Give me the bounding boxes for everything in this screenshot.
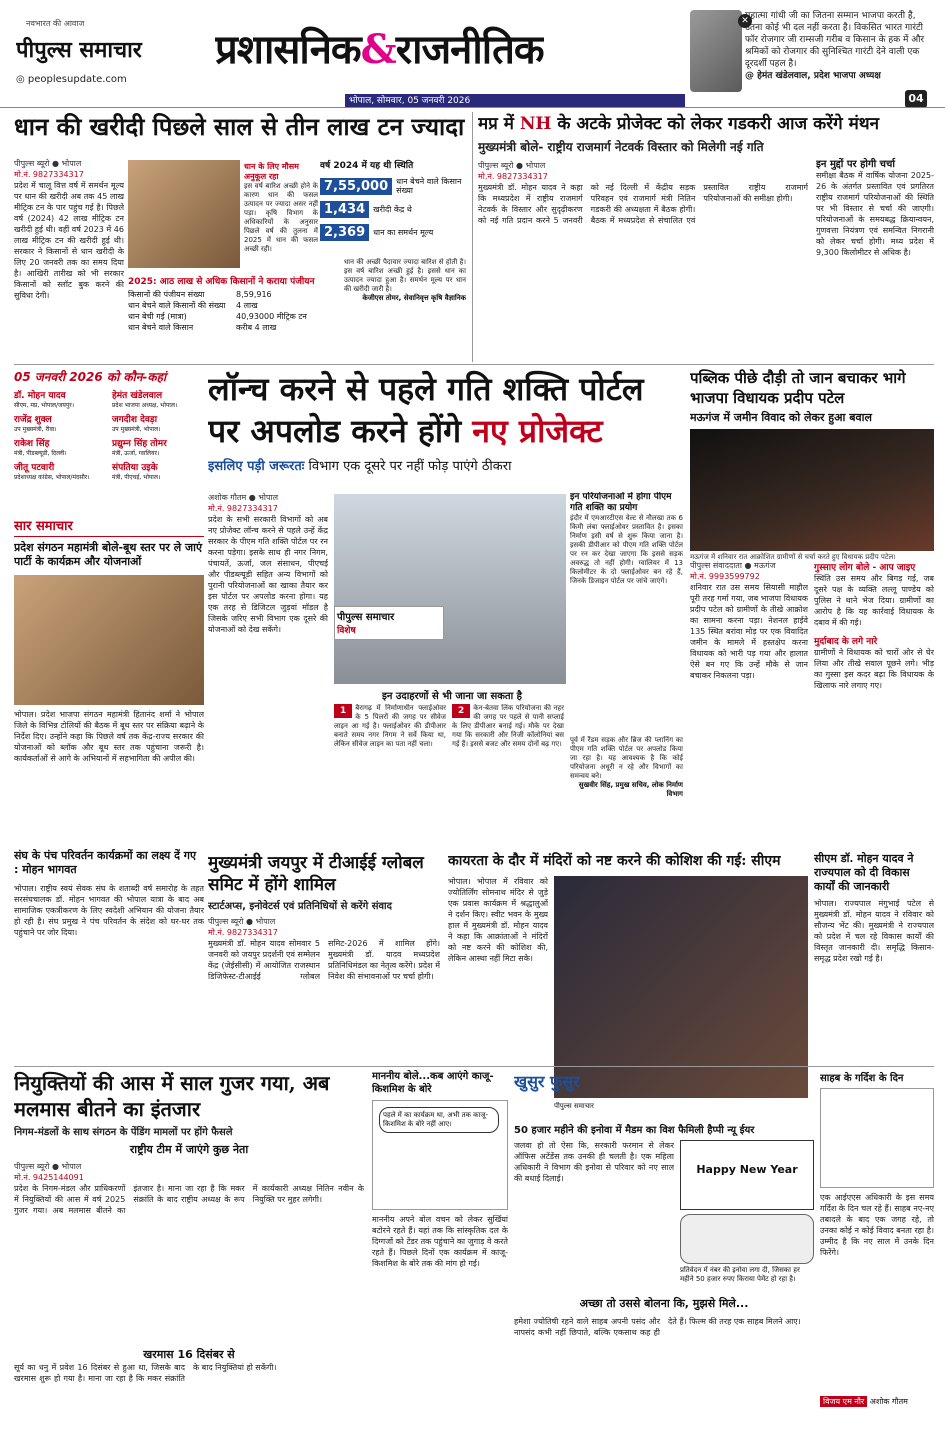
- schedule-item: जीतू पटवारी प्रदेशाध्यक्ष कांग्रेस, भोपाल/मंदसौर।: [14, 463, 90, 481]
- flyover-photo: [334, 494, 566, 684]
- saar-body-2: भोपाल। राष्ट्रीय स्वयं सेवक संघ के शताब्दी वर्ष समारोह के तहत सरसंघचालक डॉ. मोहन भागवत की भोपाल यात्रा के बाद अब सामाजिक एकत्रीकरण के लिए स्वदेशी अभियान की योजना तैयार हो रही है। संघ प्रमुख ने पंच परिवर्तन के संदेश को घर-घर तक पहुंचाने पर जोर दिया।: [14, 884, 204, 937]
- saar-body: भोपाल। प्रदेश भाजपा संगठन महामंत्री हितानंद शर्मा ने भोपाल जिले के विभिन्न टोलियों की बैठक में बूथ स्तर पर संक्रिया बढ़ाने के निर्देश दिए। उन्होंने कहा कि पिछले वर्ष तक केंद्र-राज्य सरकार की योजनाओं को ब्लॉक और बूथ स्तर तक पहुंचाना जरूरी है। कार्यकर्ताओं से आगे के अभियानों में सहभागिता की अपील की।: [14, 710, 204, 763]
- close-icon[interactable]: ✕: [738, 14, 752, 28]
- weather-title: धान के लिए मौसम अनुकूल रहा: [244, 162, 299, 181]
- photo-credit: पीपुल्स समाचार: [554, 1102, 594, 1110]
- mobile-number: मो.नं. 9827334317: [208, 928, 278, 937]
- expert-name: केजीएस तोमर, सेवानिवृत्त कृषि वैज्ञानिक: [362, 294, 466, 302]
- vidhayak-body: शनिवार रात उस समय सियासी माहौल पूरी तरह गर्मा गया, जब भाजपा विधायक प्रदीप पटेल को ग्रामीणों के तीखे आक्रोश का सामना करना पड़ा। नेशनल हाईवे 135 स्थित बरांवा मोड़ पर एक विवादित जमीन के मामले में हस्तक्षेप करना विधायक को भारी पड़ गया और हालात ऐसे बन गए कि उन्हें मौके से जान बचाकर निकलना पड़ा।: [690, 583, 808, 680]
- side-title: गुस्साए लोग बोले - आप जाइए: [814, 563, 916, 573]
- logo-name: पीपुल्स समाचार: [16, 37, 142, 63]
- paddy-photo: [128, 160, 240, 268]
- schedule-item: डॉ. मोहन यादव सीएम, मप्र, भोपाल/जयपुर।: [14, 391, 75, 409]
- mobile-number: मो.नं. 9425144091: [14, 1173, 84, 1182]
- jaipur-body: मुख्यमंत्री डॉ. मोहन यादव सोमवार 5 जनवरी को जयपुर प्रदर्शनी एवं सम्मेलन केंद्र (जेईसीसी) में आयोजित राजस्थान डिजिफेस्ट-टीआईई ग्लोबल समिट-2026 में शामिल होंगे। मुख्यमंत्री डॉ. यादव मध्यप्रदेश प्रतिनिधिमंडल का नेतृत्व करेंगे। प्रदेश में निवेश की संभावनाओं पर चर्चा होगी।: [208, 939, 440, 981]
- vidhayak-photo: [690, 429, 934, 551]
- khusur-body-2: हमेशा ज्योतिषी रहने वाले साहब अपनी पसंद और नापसंद कभी नहीं छिपाते, बल्कि एकसाथ कह ही देते हैं। फिल्म की तरह एक साहब मिलने आए।: [514, 1317, 801, 1337]
- official-quote: पूर्व में रैंडम सड़क और ब्रिज की प्लानिंग का पीएम गति शक्ति पोर्टल पर अपलोड किया जा रहा है। यह आवश्यक है कि कोई परियोजना अधूरी न रहे और विभागों का समन्वय बने।: [570, 736, 683, 780]
- sahab-column: [820, 1070, 934, 1430]
- saar-section: [14, 516, 204, 966]
- example-number: 2: [452, 704, 470, 718]
- photo-caption: मऊगंज में शनिवार रात आक्रोशित ग्रामीणों से चर्चा करते हुए विधायक प्रदीप पटेल।: [690, 553, 896, 561]
- stat-value: 7,55,000: [320, 178, 392, 195]
- stat-row: [320, 201, 466, 218]
- byline: पीपुल्स संवाददाता ● मऊगंज: [690, 561, 776, 570]
- cartoon-body: माननीय अपने बोल वचन को लेकर सुर्खियां बटोरने रहते हैं। यहां तक कि सांस्कृतिक दल के दिग्गजों को टेंडर तक पहुंचाने का जुगाड़ वे करते रहते हैं। पिछले दिनों एक कार्यक्रम में काजू-किशमिश के बोरे तक की मांग हो गई।: [372, 1215, 508, 1268]
- byline: पीपुल्स ब्यूरो ● भोपाल: [14, 159, 82, 168]
- niyukti-deck: राष्ट्रीय टीम में जाएंगे कुछ नेता: [129, 1143, 249, 1156]
- niyukti-subhead: निगम-मंडलों के साथ संगठन के पेंडिंग मामलों पर होंगे फैसले: [14, 1127, 233, 1138]
- dateline: भोपाल, सोमवार, 05 जनवरी 2026: [345, 94, 685, 108]
- divider: [14, 1066, 934, 1067]
- gati-body: प्रदेश के सभी सरकारी विभागों को अब नए प्रोजेक्ट लॉन्च करने से पहले उन्हें केंद्र सरकार के पीएम गति शक्ति पोर्टल पर रन करना पड़ेगा। इसके साथ ही नगर निगम, पंचायतें, ऊर्जा, जल संसाधन, पीएचई और पीडब्ल्यूडी सहित अन्य विभागों को पुरानी परियोजनाओं का खाका तैयार कर इस पोर्टल पर अपलोड करना होगा। यह एक तरह से डिजिटल जुड़वां मॉडल है जिसके जरिए सभी विभाग एक दूसरे की योजनाओं को देख सकेंगे।: [208, 515, 328, 634]
- nh-subhead: मुख्यमंत्री बोले- राष्ट्रीय राजमार्ग नेटवर्क विस्तार को मिलेगी नई गति: [478, 140, 764, 154]
- side-body-2: ग्रामीणों ने विधायक को चारों ओर से घेर लिया और तीखे सवाल पूछने लगे। भीड़ का गुस्सा इस कदर बढ़ा कि विधायक के खिलाफ नारे लगाए गए।: [814, 648, 934, 690]
- byline: पीपुल्स ब्यूरो ● भोपाल: [208, 917, 276, 926]
- special-badge: पीपुल्स समाचार विशेष: [334, 606, 444, 640]
- globe-icon: ◎: [16, 74, 28, 85]
- vidhayak-headline: पब्लिक पीछे दौड़ी तो जान बचाकर भागे भाजपा विधायक प्रदीप पटेल: [690, 369, 906, 407]
- niyukti-body: प्रदेश के निगम-मंडल और प्राधिकरणों में नियुक्तियों की आस में वर्ष 2025 गुजर गया। अब मलमास बीतने का इंतजार है। माना जा रहा है कि मकर संक्रांति के बाद राष्ट्रीय अध्यक्ष के रूप में कार्यकारी अध्यक्ष नितिन नवीन के नियुक्ति पर मुहर लगेगी।: [14, 1184, 364, 1215]
- speech-bubble: पहले में का कार्यक्रम था, अभी तक काजू-किशमिश के बोरे नहीं आए।: [379, 1107, 499, 1133]
- kharmas-title: खरमास 16 दिसंबर से: [143, 1348, 235, 1361]
- mobile-number: मो.नं. 9827334317: [478, 172, 548, 181]
- schedule-item: प्रद्युम्न सिंह तोमर मंत्री, ऊर्जा, ग्वालियर।: [112, 439, 167, 457]
- registration-title: 2025: आठ लाख से अधिक किसानों ने कराया पंजीयन: [128, 277, 315, 287]
- stat-value: 1,434: [320, 201, 369, 218]
- cartoon-column: [372, 1070, 508, 1430]
- reg-row: धान बेची गई (मात्रा) 40,93000 मीट्रिक टन: [128, 312, 307, 321]
- schedule-item: हेमंत खंडेलवाल प्रदेश भाजपा अध्यक्ष, भोपाल।: [112, 391, 178, 409]
- stat-label: धान का समर्थन मूल्य: [373, 228, 434, 237]
- sahab-body: एक आईएएस अधिकारी के इस समय गर्दिश के दिन चल रहे हैं। साहब नए-नए तबादले के बाद एक जगह रहे, तो उनका कोई न कोई विवाद बनता रहा है। उम्मीद है कि नए साल में उनके दिन फिरेंगे।: [820, 1193, 934, 1257]
- example-1: 1 बैरागढ़ में निर्माणाधीन फ्लाईओवर के 5 पिलरों की जगह पर सीवेज लाइन आ गई है। फ्लाईओवर की डीपीआर बनाते समय नगर निगम ने सर्वे किया था, लेकिन सीवेज लाइन का पता नहीं चला।: [334, 704, 446, 748]
- cartoon-panel: [372, 1100, 508, 1210]
- schedule-grid: [14, 388, 204, 481]
- khusur-subhead: अच्छा तो उससे बोलना कि, मुझसे मिले...: [579, 1297, 749, 1310]
- khusur-headline: 50 हजार महीने की इनोवा में मैडम का विश फैमिली हैप्पी न्यू ईयर: [514, 1125, 755, 1136]
- vidhayak-article: [690, 368, 934, 838]
- side-title-2: मुर्दाबाद के लगे नारे: [814, 637, 878, 647]
- stat-row: [320, 224, 466, 241]
- stat-label: धान बेचने वाले किसान संख्या: [396, 177, 462, 195]
- car-drawing: [680, 1214, 814, 1264]
- divider: [14, 364, 934, 365]
- schedule-box: [14, 368, 204, 510]
- saar-label: सार समाचार: [14, 516, 204, 537]
- cartoon-title: माननीय बोले...कब आएंगे काजू-किशमिश के बोरे: [372, 1071, 494, 1095]
- byline: पीपुल्स ब्यूरो ● भोपाल: [478, 161, 546, 170]
- saar-headline-2: संघ के पंच परिवर्तन कार्यक्रमों का लक्ष्य दें गए : मोहन भागवत: [14, 849, 197, 876]
- saar-headline: प्रदेश संगठन महामंत्री बोले-बूथ स्तर पर ले जाएं पार्टी के कार्यक्रम और योजनाओं: [14, 541, 203, 568]
- gati-article: [208, 368, 683, 838]
- jaipur-headline: मुख्यमंत्री जयपुर में टीआईई ग्लोबल समिट में होंगे शामिल: [208, 853, 424, 895]
- examples-title: इन उदाहरणों से भी जाना जा सकता है: [381, 691, 522, 702]
- mobile-number: मो.नं. 9827334317: [14, 170, 84, 179]
- section-title: प्रशासनिक&राजनीतिक: [215, 26, 544, 73]
- stat-row: [320, 177, 466, 195]
- sahab-title: साहब के गर्दिश के दिन: [820, 1073, 904, 1084]
- nh-headline: मप्र में NH के अटके प्रोजेक्ट को लेकर गडकरी आज करेंगे मंथन: [478, 114, 880, 134]
- year-label: वर्ष 2024 में यह थी स्थिति: [320, 161, 414, 171]
- paddy-body: प्रदेश में चालू वित्त वर्ष में समर्थन मूल्य पर धान की खरीदी अब तक 45 लाख मीट्रिक टन के पार पहुंच गई है। पिछले वर्ष (2024) 42 लाख मीट्रिक टन खरीदी हुई थी। वहीं वर्ष 2023 में 46 लाख मीट्रिक टन की खरीदी हुई थी। सरकार ने किसानों से धान खरीदी के लिए 20 जनवरी तक का समय दिया है। आखिरी तारीख को भी सरकार किसानों को स्लॉट बुक करने की सुविधा देगी।: [14, 181, 124, 300]
- quote-author: @ हेमंत खंडेलवाल, प्रदेश भाजपा अध्यक्ष: [745, 71, 881, 81]
- jaipur-subhead: स्टार्टअप्स, इनोवेटर्स एवं प्रतिनिधियों से करेंगे संवाद: [208, 901, 392, 912]
- column-divider: [472, 112, 473, 362]
- car-caption: प्रतिवेदन में नंबर की इनोवा लगा दी, जिसका हर महीने 50 हजार रुपए किराया पेमेंट हो रहा है।: [680, 1266, 800, 1283]
- portrait-photo: [690, 10, 742, 92]
- pilot-title: इन परियोजनाओं में होगा पीएम गति शक्ति का प्रयोग: [570, 492, 672, 513]
- saar-photo: [14, 575, 204, 705]
- mobile-number: मो.नं. 9993599792: [690, 572, 760, 581]
- mobile-number: मो.नं. 9827334317: [208, 504, 278, 513]
- masthead-quote: महात्मा गांधी जी का जितना सम्मान भाजपा करती है, उतना कोई भी दल नहीं करता है। विकसित भारत गारंटी फॉर रोजगार जी राम्सजी गरीब व किसान के हक में और श्रमिकों को रोजगार की सुनिश्चित गारंटी देने वाली एक दूरदर्शी पहल है। @ हेमंत खंडेलवाल, प्रदेश भाजपा अध्यक्ष: [745, 10, 935, 96]
- paddy-article: [14, 112, 466, 362]
- footer-credit: विजय एम नौर अशोक गौतम: [820, 1396, 934, 1407]
- logo-tagline: नवभारत की आवाज: [26, 19, 85, 28]
- gati-headline: लॉन्च करने से पहले गति शक्ति पोर्टल पर अपलोड करने होंगे नए प्रोजेक्ट: [208, 370, 644, 450]
- byline: पीपुल्स ब्यूरो ● भोपाल: [14, 1162, 82, 1171]
- khusur-column: [514, 1070, 814, 1430]
- page-number: 04: [905, 90, 927, 108]
- cm-headline: सीएम डॉ. मोहन यादव ने राज्यपाल को दी विकास कार्यों की जानकारी: [814, 852, 914, 893]
- stat-value: 2,369: [320, 224, 369, 241]
- logo[interactable]: [16, 12, 206, 92]
- kharmas-body: सूर्य का धनु में प्रवेश 16 दिसंबर से हुआ था, जिसके बाद खरमास शुरू हो गया है। माना जा रहा है कि मकर संक्रांति के बाद नियुक्तियां हो सकेंगी।: [14, 1363, 277, 1383]
- vidhayak-subhead: मऊगंज में जमीन विवाद को लेकर हुआ बवाल: [690, 411, 872, 424]
- reg-row: किसानों की पंजीयन संख्या 8,59,916: [128, 290, 272, 299]
- khusur-body: जलवा हो तो ऐसा कि, सरकारी फरमान से लेकर ऑफिस अटेंडेंस तक उनकी ही चलती है। एक महिला अधिकारी ने विभाग की इनोवा से परिवार को नए साल की बधाई दिलाई।: [514, 1141, 674, 1183]
- example-number: 1: [334, 704, 352, 718]
- niyukti-headline: नियुक्तियों की आस में साल गुजर गया, अब मलमास बीतने का इंतजार: [14, 1071, 330, 1121]
- paddy-headline: धान की खरीदी पिछले साल से तीन लाख टन ज्यादा: [14, 112, 465, 141]
- masthead: [0, 0, 945, 108]
- kayarta-body: भोपाल। भोपाल में रविवार को ज्योतिर्लिंग सोमनाथ मंदिर से जुड़े एक प्रवास कार्यक्रम में श्रद्धालुओं ने दर्शन किए। स्वीट भवन के मुख्य हाल में मुख्यमंत्री डॉ. मोहन यादव ने कहा कि आक्रांताओं ने मंदिरों को नष्ट करने की कोशिश की, लेकिन आस्था नहीं मिटा सके।: [448, 877, 548, 963]
- schedule-item: जगदीश देवड़ा उप मुख्यमंत्री, भोपाल।: [112, 415, 161, 433]
- pilot-body: इंदौर में एमआरटीएस वेल्ट से नौलखा तक 6 किमी लंबा फ्लाईओवर प्रस्तावित है। इसका निर्माण इसी वर्ष से शुरू किया जाना है। इसकी डीपीआर को पीएम गति शक्ति पोर्टल पर रन कर देखा जाएगा कि इससे सड़क अवरुद्ध तो नहीं होगी। ग्वालियर में 13 किलोमीटर के दो फ्लाईओवर बन रहे हैं, जिनके डिजाइन पोर्टल पर जांचे जाएंगे।: [570, 514, 683, 585]
- official-name: सुखवीर सिंह, प्रमुख सचिव, लोक निर्माण विभाग: [578, 781, 683, 798]
- schedule-item: राकेश सिंह मंत्री, पीडब्ल्यूडी, दिल्ली।: [14, 439, 67, 457]
- expert-quote: धान की अच्छी पैदावार ज्यादा बारिश से होती है। इस वर्ष बारिश अच्छी हुई है। इससे धान का उत्पादन ज्यादा हुआ है। समर्थन मूल्य पर धान की खरीदी जारी है।: [344, 258, 466, 293]
- reg-row: धान बेचने वाले किसानों की संख्या 4 लाख: [128, 301, 258, 310]
- nh-article: [478, 112, 934, 362]
- weather-body: इस वर्ष बारिश अच्छी होने के कारण धान की फसल उत्पादन पर ज्यादा असर नहीं पड़ा। कृषि विभाग के अधिकारियों के अनुसार पिछले वर्ष की तुलना में 2025 में धान की फसल अच्छी रही।: [244, 182, 318, 253]
- schedule-item: संपतिया उइके मंत्री, पीएचई, भोपाल।: [112, 463, 161, 481]
- kayarta-headline: कायरता के दौर में मंदिरों को नष्ट करने की कोशिश की गई: सीएम: [448, 853, 781, 869]
- schedule-title: 05 जनवरी 2026 को कौन-कहां: [14, 370, 167, 384]
- gati-deck: इसलिए पड़ी जरूरतः विभाग एक दूसरे पर नहीं फोड़ पाएंगे ठीकरा: [208, 459, 512, 474]
- schedule-item: राजेंद्र शुक्ल उप मुख्यमंत्री, रीवा।: [14, 415, 57, 433]
- site-url[interactable]: ◎ peoplesupdate.com: [16, 74, 127, 85]
- nh-side-title: इन मुद्दों पर होगी चर्चा: [816, 159, 895, 170]
- khusur-title: खुसुर फुसुर: [514, 1072, 580, 1091]
- reg-row: धान बेचने वाले किसान करीब 4 लाख: [128, 323, 277, 332]
- side-body: स्थिति उस समय और बिगड़ गई, जब दूसरे पक्ष के व्यक्ति लल्लू पाण्डेय को पुलिस ने थाने भेज दिया। ग्रामीणों का आरोप है कि यह कार्रवाई विधायक के दबाव में की गई।: [814, 574, 934, 627]
- nh-side-body: समीक्षा बैठक में वार्षिक योजना 2025-26 के अंतर्गत प्रस्तावित एवं प्रगतिरत राष्ट्रीय राजमार्ग परियोजनाओं की स्थिति पर भी विस्तार से चर्चा की जाएगी। परियोजनाओं के समयबद्ध क्रियान्वयन, गुणवत्ता नियंत्रण एवं समन्वित निगरानी को लेकर चर्चा होगी। मध्य प्रदेश में 9,300 किलोमीटर से अधिक है।: [816, 171, 934, 257]
- cm-body: भोपाल। राज्यपाल मंगुभाई पटेल से मुख्यमंत्री डॉ. मोहन यादव ने रविवार को सौजन्य भेंट की। मुख्यमंत्री ने राज्यपाल को प्रदेश में चल रहे विकास कार्यों की विस्तृत जानकारी दी। समृद्धि किसान-समृद्ध प्रदेश रखो गई है।: [814, 899, 934, 963]
- sahab-cartoon: [820, 1088, 934, 1188]
- example-2: 2 केन-बेतवा लिंक परियोजना की नहर की जगह पर पहले से पानी सप्लाई के लिए डीपीआर बनाई गई। मौके पर देखा गया कि सरकारी और निजी कॉलोनियां बस गई हैं। इससे बजट और समय दोनों बढ़ गए।: [452, 704, 564, 748]
- nh-body: मुख्यमंत्री डॉ. मोहन यादव ने कहा कि मध्यप्रदेश में राष्ट्रीय राजमार्ग नेटवर्क के विस्तार और सुदृढ़ीकरण को नई गति प्रदान करने 5 जनवरी को नई दिल्ली में केंद्रीय सड़क परिवहन एवं राजमार्ग मंत्री नितिन गडकरी की अध्यक्षता में बैठक होगी। बैठक में मध्यप्रदेश से संचालित एवं प्रस्तावित राष्ट्रीय राजमार्ग परियोजनाओं की समीक्षा होगी।: [478, 183, 808, 225]
- greeting-card: Happy New Year: [680, 1140, 814, 1210]
- byline: अशोक गौतम ● भोपाल: [208, 493, 279, 502]
- niyukti-article: [14, 1070, 364, 1430]
- cm-speech-photo: [554, 876, 808, 1098]
- stat-label: खरीदी केंद्र थे: [373, 205, 412, 214]
